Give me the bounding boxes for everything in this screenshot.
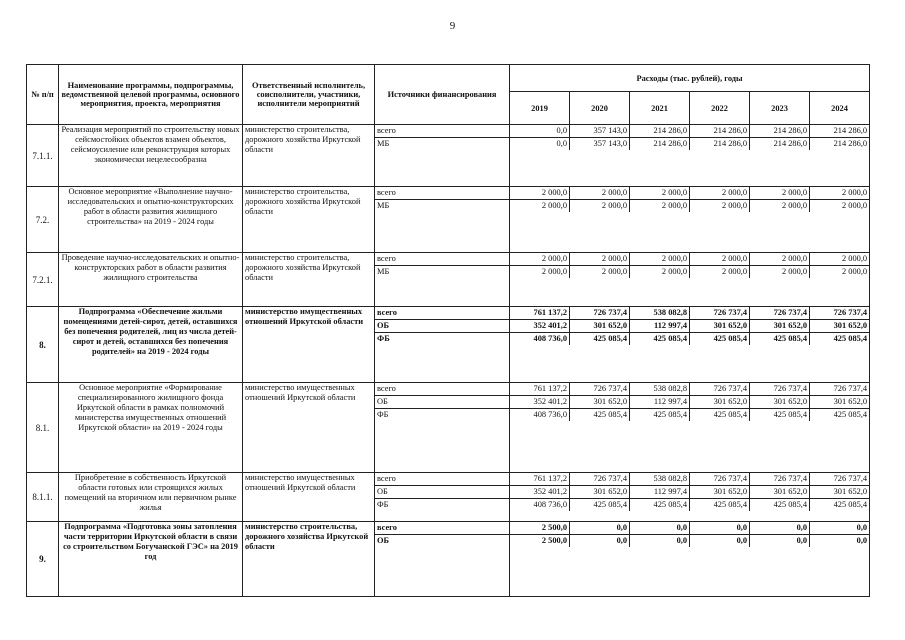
- values-line: [510, 125, 869, 138]
- value-cell: 425 085,4: [690, 499, 750, 511]
- value-cell: 2 000,0: [750, 253, 810, 266]
- value-cell: 761 137,2: [510, 473, 570, 486]
- header-name: Наименование программы, подпрограммы, ведомственной целевой программы, основного мероприятия, проекта, мероприятия: [59, 65, 243, 125]
- row-values: [510, 473, 870, 522]
- source-label: всего: [375, 473, 509, 486]
- row-number: 8.1.: [27, 383, 59, 473]
- table-row: [27, 307, 870, 383]
- row-values: [510, 383, 870, 473]
- value-cell: 425 085,4: [750, 499, 810, 511]
- value-cell: 301 652,0: [810, 396, 869, 409]
- value-cell: 425 085,4: [570, 409, 630, 421]
- value-cell: 301 652,0: [570, 486, 630, 499]
- value-cell: 2 000,0: [570, 187, 630, 200]
- value-cell: 2 000,0: [690, 266, 750, 278]
- source-label: всего: [375, 522, 509, 535]
- value-cell: 2 000,0: [841, 267, 868, 276]
- table-row: [27, 522, 870, 597]
- value-cell: 0,0: [690, 535, 750, 547]
- header-num: № п/п: [27, 65, 59, 125]
- values-line: [510, 522, 869, 535]
- row-values: [510, 187, 870, 253]
- value-cell: 0,0: [510, 125, 570, 138]
- values-line: [510, 307, 869, 320]
- row-sources: [375, 522, 510, 597]
- financing-table: [26, 64, 870, 597]
- table-row: [27, 253, 870, 307]
- row-values: [510, 307, 870, 383]
- value-cell: 352 401,2: [510, 396, 570, 409]
- value-cell: 425 085,4: [630, 333, 690, 345]
- value-cell: 425 085,4: [833, 334, 868, 343]
- value-cell: 0,0: [810, 522, 869, 535]
- value-cell: 2 000,0: [750, 266, 810, 278]
- value-cell: 761 137,2: [510, 383, 570, 396]
- value-cell: 2 000,0: [690, 187, 750, 200]
- row-number: 7.1.1.: [27, 125, 59, 187]
- value-cell: 301 652,0: [690, 320, 750, 333]
- row-values: [510, 522, 870, 597]
- source-label: МБ: [377, 267, 390, 276]
- value-cell: 2 000,0: [690, 253, 750, 266]
- value-cell: 214 286,0: [690, 138, 750, 150]
- row-executor: министерство имущественных отношений Иркутской области: [243, 473, 375, 522]
- row-executor: министерство строительства, дорожного хозяйства Иркутской области: [243, 187, 375, 253]
- header-expenses: Расходы (тыс. рублей), годы: [510, 65, 870, 92]
- header-year: 2021: [630, 92, 690, 125]
- value-cell: 0,0: [570, 522, 630, 535]
- value-cell: 214 286,0: [750, 125, 810, 138]
- table-row: [27, 125, 870, 187]
- row-name: Основное мероприятие «Формирование специализированного жилищного фонда Иркутской области в рамках полномочий министерства имущественных отношений Иркутской области» на 2019 - 2024 годы: [59, 383, 243, 473]
- value-cell: 357 143,0: [570, 125, 630, 138]
- value-cell: 2 000,0: [690, 200, 750, 212]
- value-cell: 2 000,0: [750, 187, 810, 200]
- source-label: всего: [375, 253, 509, 266]
- value-cell: 2 000,0: [630, 187, 690, 200]
- header-year: 2023: [750, 92, 810, 125]
- source-label: ФБ: [377, 500, 389, 509]
- value-cell: 425 085,4: [690, 333, 750, 345]
- source-label: всего: [375, 383, 509, 396]
- value-cell: 726 737,4: [810, 383, 869, 396]
- source-label: всего: [375, 307, 509, 320]
- values-line: [510, 253, 869, 266]
- row-sources: [375, 473, 510, 522]
- values-line: [510, 409, 869, 421]
- value-cell: 425 085,4: [750, 333, 810, 345]
- values-line: [510, 473, 869, 486]
- header-year: 2024: [810, 92, 870, 125]
- table-row: [27, 383, 870, 473]
- row-values: [510, 253, 870, 307]
- value-cell: 301 652,0: [570, 320, 630, 333]
- value-cell: 214 286,0: [750, 138, 810, 150]
- row-number: 9.: [27, 522, 59, 597]
- value-cell: 2 000,0: [570, 200, 630, 212]
- value-cell: 2 000,0: [810, 187, 869, 200]
- value-cell: 0,0: [630, 535, 690, 547]
- value-cell: 2 000,0: [510, 253, 570, 266]
- source-label: МБ: [377, 201, 390, 210]
- value-cell: 726 737,4: [810, 307, 869, 320]
- value-cell: 425 085,4: [690, 409, 750, 421]
- values-line: [510, 266, 869, 278]
- row-sources: [375, 253, 510, 307]
- values-line: [510, 396, 869, 409]
- value-cell: 2 000,0: [510, 266, 570, 278]
- value-cell: 408 736,0: [510, 333, 570, 345]
- value-cell: 301 652,0: [750, 396, 810, 409]
- value-cell: 301 652,0: [810, 486, 869, 499]
- value-cell: 425 085,4: [833, 500, 868, 509]
- value-cell: 301 652,0: [750, 320, 810, 333]
- value-cell: 2 000,0: [570, 253, 630, 266]
- row-executor: министерство имущественных отношений Иркутской области: [243, 383, 375, 473]
- values-line: [510, 499, 869, 511]
- value-cell: 726 737,4: [750, 473, 810, 486]
- value-cell: 0,0: [510, 138, 570, 150]
- value-cell: 2 000,0: [630, 266, 690, 278]
- value-cell: 425 085,4: [833, 410, 868, 419]
- source-label: всего: [375, 125, 509, 138]
- value-cell: 301 652,0: [810, 320, 869, 333]
- value-cell: 301 652,0: [690, 396, 750, 409]
- row-name: Приобретение в собственность Иркутской области готовых или строящихся жилых помещений на вторичном или первичном рынке жилья: [59, 473, 243, 522]
- page-number: 9: [449, 20, 456, 32]
- value-cell: 301 652,0: [570, 396, 630, 409]
- value-cell: 425 085,4: [630, 409, 690, 421]
- value-cell: 726 737,4: [750, 307, 810, 320]
- values-line: [510, 486, 869, 499]
- value-cell: 0,0: [630, 522, 690, 535]
- value-cell: 2 000,0: [510, 200, 570, 212]
- values-line: [510, 138, 869, 150]
- value-cell: 352 401,2: [510, 486, 570, 499]
- value-cell: 214 286,0: [630, 138, 690, 150]
- table-row: [27, 187, 870, 253]
- values-line: [510, 383, 869, 396]
- row-executor: министерство строительства, дорожного хозяйства Иркутской области: [243, 253, 375, 307]
- value-cell: 2 000,0: [630, 200, 690, 212]
- header-year: 2020: [570, 92, 630, 125]
- value-cell: 0,0: [690, 522, 750, 535]
- source-label: ОБ: [377, 536, 390, 545]
- value-cell: 2 000,0: [630, 253, 690, 266]
- value-cell: 2 000,0: [510, 187, 570, 200]
- value-cell: 214 286,0: [810, 125, 869, 138]
- value-cell: 726 737,4: [570, 307, 630, 320]
- value-cell: 726 737,4: [690, 307, 750, 320]
- value-cell: 726 737,4: [810, 473, 869, 486]
- row-name: Проведение научно-исследовательских и опытно-конструкторских работ в области развития жилищного строительства: [59, 253, 243, 307]
- row-name: Реализация мероприятий по строительству новых сейсмостойких объектов взамен объектов, сейсмоусиление или реконструкция которых экономически нецелесообразна: [59, 125, 243, 187]
- header-year: 2022: [690, 92, 750, 125]
- row-executor: министерство имущественных отношений Иркутской области: [243, 307, 375, 383]
- value-cell: 2 000,0: [810, 253, 869, 266]
- value-cell: 301 652,0: [750, 486, 810, 499]
- value-cell: 352 401,2: [510, 320, 570, 333]
- values-line: [510, 333, 869, 345]
- values-line: [510, 535, 869, 547]
- source-label: ОБ: [375, 396, 509, 409]
- source-label: ФБ: [377, 410, 389, 419]
- value-cell: 726 737,4: [690, 383, 750, 396]
- value-cell: 726 737,4: [570, 383, 630, 396]
- value-cell: 726 737,4: [750, 383, 810, 396]
- value-cell: 2 500,0: [510, 522, 570, 535]
- value-cell: 408 736,0: [510, 409, 570, 421]
- value-cell: 425 085,4: [630, 499, 690, 511]
- value-cell: 408 736,0: [510, 499, 570, 511]
- value-cell: 214 286,0: [833, 139, 868, 148]
- source-label: всего: [375, 187, 509, 200]
- header-executor: Ответственный исполнитель, соисполнители, участники, исполнители мероприятий: [243, 65, 375, 125]
- source-label: ФБ: [377, 334, 390, 343]
- row-sources: [375, 187, 510, 253]
- values-line: [510, 320, 869, 333]
- value-cell: 0,0: [856, 536, 868, 545]
- value-cell: 726 737,4: [690, 473, 750, 486]
- row-name: Основное мероприятие «Выполнение научно-исследовательских и опытно-конструкторских работ в области развития жилищного строительства» на 2019 - 2024 годы: [59, 187, 243, 253]
- value-cell: 0,0: [750, 535, 810, 547]
- table-row: [27, 473, 870, 522]
- row-executor: министерство строительства, дорожного хозяйства Иркутской области: [243, 522, 375, 597]
- value-cell: 112 997,4: [630, 396, 690, 409]
- row-name: Подпрограмма «Подготовка зоны затопления части территории Иркутской области в связи со строительством Богучанской ГЭС» на 2019 год: [59, 522, 243, 597]
- value-cell: 357 143,0: [570, 138, 630, 150]
- source-label: ОБ: [375, 486, 509, 499]
- value-cell: 726 737,4: [570, 473, 630, 486]
- source-label: МБ: [377, 139, 390, 148]
- value-cell: 761 137,2: [510, 307, 570, 320]
- value-cell: 425 085,4: [570, 499, 630, 511]
- value-cell: 2 000,0: [570, 266, 630, 278]
- row-executor: министерство строительства, дорожного хозяйства Иркутской области: [243, 125, 375, 187]
- row-sources: [375, 307, 510, 383]
- value-cell: 2 500,0: [510, 535, 570, 547]
- values-line: [510, 187, 869, 200]
- value-cell: 112 997,4: [630, 486, 690, 499]
- row-number: 8.1.1.: [27, 473, 59, 522]
- value-cell: 538 082,8: [630, 473, 690, 486]
- row-name: Подпрограмма «Обеспечение жильми помещениями детей-сирот, детей, оставшихся без попечения родителей, лиц из числа детей-сирот и детей, оставшихся без попечения родителей» на 2019 - 2024 годы: [59, 307, 243, 383]
- source-label: ОБ: [375, 320, 509, 333]
- value-cell: 0,0: [750, 522, 810, 535]
- value-cell: 112 997,4: [630, 320, 690, 333]
- header-year: 2019: [510, 92, 570, 125]
- value-cell: 538 082,8: [630, 383, 690, 396]
- value-cell: 425 085,4: [570, 333, 630, 345]
- row-sources: [375, 383, 510, 473]
- value-cell: 214 286,0: [690, 125, 750, 138]
- value-cell: 214 286,0: [630, 125, 690, 138]
- value-cell: 2 000,0: [841, 201, 868, 210]
- value-cell: 425 085,4: [750, 409, 810, 421]
- value-cell: 2 000,0: [750, 200, 810, 212]
- row-number: 7.2.: [27, 187, 59, 253]
- value-cell: 0,0: [570, 535, 630, 547]
- value-cell: 538 082,8: [630, 307, 690, 320]
- values-line: [510, 200, 869, 212]
- table-body: [27, 125, 870, 597]
- row-number: 8.: [27, 307, 59, 383]
- row-values: [510, 125, 870, 187]
- header-source: Источники финансирования: [375, 65, 510, 125]
- row-number: 7.2.1.: [27, 253, 59, 307]
- row-sources: [375, 125, 510, 187]
- value-cell: 301 652,0: [690, 486, 750, 499]
